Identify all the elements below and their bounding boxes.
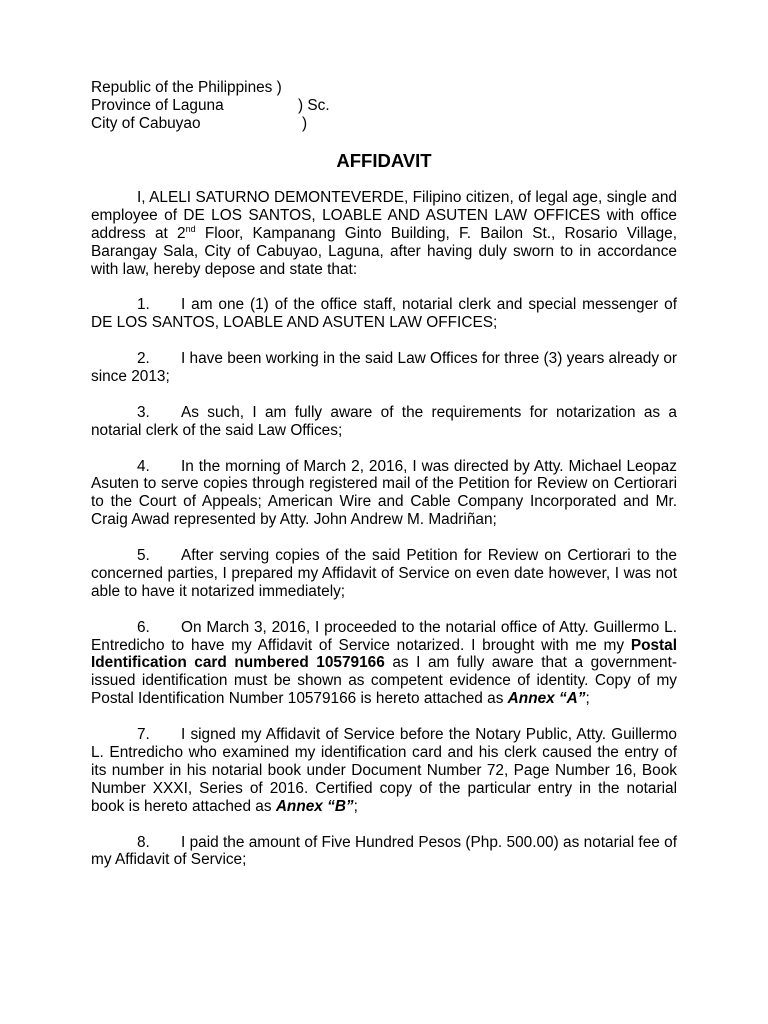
paragraph-text-a: I signed my Affidavit of Service before the Notary Public, Atty. Guillermo L. Entredicho who examined my identification card and his clerk caused the entry of its number in his notarial book under Document Number 72, Page Number 16, Book Number XXXI, Series of 2016. Certified copy of the particular entry in the notarial book is hereto attached as — [91, 726, 677, 815]
paragraph-text-c: ; — [585, 690, 590, 708]
paragraph-text: As such, I am fully aware of the requirements for notarization as a notarial clerk of the said Law Offices; — [91, 403, 677, 439]
paragraph-text: I am one (1) of the office staff, notarial clerk and special messenger of DE LOS SANTOS, LOABLE AND ASUTEN LAW OFFICES; — [91, 296, 677, 332]
numbered-paragraph-2 — [91, 350, 677, 386]
paragraph-number: 7. — [137, 726, 150, 744]
intro-text-b: Floor, Kampanang Ginto Building, F. Bailon St., Rosario Village, Barangay Sala, City of Cabuyao, Laguna, after having duly sworn to in accordance with law, hereby depose and state that: — [91, 224, 677, 278]
numbered-paragraph-5 — [91, 547, 677, 601]
paragraph-number: 1. — [137, 296, 150, 314]
paragraph-number: 5. — [137, 547, 150, 565]
paragraph-text: I paid the amount of Five Hundred Pesos (Php. 500.00) as notarial fee of my Affidavit of Service; — [91, 833, 677, 869]
numbered-paragraph-1 — [91, 296, 677, 332]
paragraph-number: 4. — [137, 457, 150, 475]
caption-line-province — [91, 97, 330, 115]
caption-republic-text: Republic of the Philippines ) — [91, 79, 282, 96]
document-title: AFFIDAVIT — [336, 150, 432, 171]
paragraph-text: In the morning of March 2, 2016, I was directed by Atty. Michael Leopaz Asuten to serve copies through registered mail of the Petition for Review on Certiorari to the Court of Appeals; American Wire and Cable Company Incorporated and Mr. Craig Awad represented by Atty. John Andrew M. Madriñan; — [91, 457, 677, 529]
paragraph-number: 2. — [137, 350, 150, 368]
caption-province-mark: ) Sc. — [298, 97, 330, 114]
caption-line-city — [91, 115, 330, 133]
caption-city-mark: ) — [302, 115, 308, 132]
venue-caption — [91, 79, 330, 133]
intro-text-a: I, ALELI SATURNO DEMONTEVERDE, Filipino citizen, of legal age, single and employee of DE LOS SANTOS, LOABLE AND ASUTEN LAW OFFICES with office address at 2 — [91, 189, 677, 242]
paragraph-text-a: On March 3, 2016, I proceeded to the notarial office of Atty. Guillermo L. Entredicho to have my Affidavit of Service notarized. I brought with me my — [91, 618, 677, 654]
annex-a-label: Annex “A” — [507, 690, 586, 708]
numbered-paragraph-6 — [91, 619, 677, 709]
floor-ordinal-superscript: nd — [185, 223, 196, 234]
paragraph-text: After serving copies of the said Petition for Review on Certiorari to the concerned parties, I prepared my Affidavit of Service on even date however, I was not able to have it notarized immediately; — [91, 547, 677, 600]
paragraph-number: 6. — [137, 618, 150, 636]
caption-line-republic — [91, 79, 330, 97]
postal-id-emphasis: Postal Identification card numbered 10579166 — [91, 636, 677, 672]
paragraph-number: 3. — [137, 403, 150, 421]
paragraph-text-b: as I am fully aware that a government-issued identification must be shown as competent evidence of identity. Copy of my Postal Identification Number 10579166 is hereto attached as — [91, 654, 677, 708]
numbered-paragraph-8 — [91, 834, 677, 870]
affidavit-body — [91, 189, 677, 887]
caption-province-text: Province of Laguna — [91, 97, 224, 114]
numbered-paragraph-4 — [91, 458, 677, 530]
caption-city-text: City of Cabuyao — [91, 115, 201, 132]
intro-paragraph — [91, 189, 677, 279]
numbered-paragraph-7 — [91, 726, 677, 816]
paragraph-text-c: ; — [353, 797, 358, 815]
numbered-paragraph-3 — [91, 404, 677, 440]
annex-b-label: Annex “B” — [275, 797, 354, 815]
paragraph-text: I have been working in the said Law Offices for three (3) years already or since 2013; — [91, 350, 677, 386]
paragraph-number: 8. — [137, 833, 150, 851]
